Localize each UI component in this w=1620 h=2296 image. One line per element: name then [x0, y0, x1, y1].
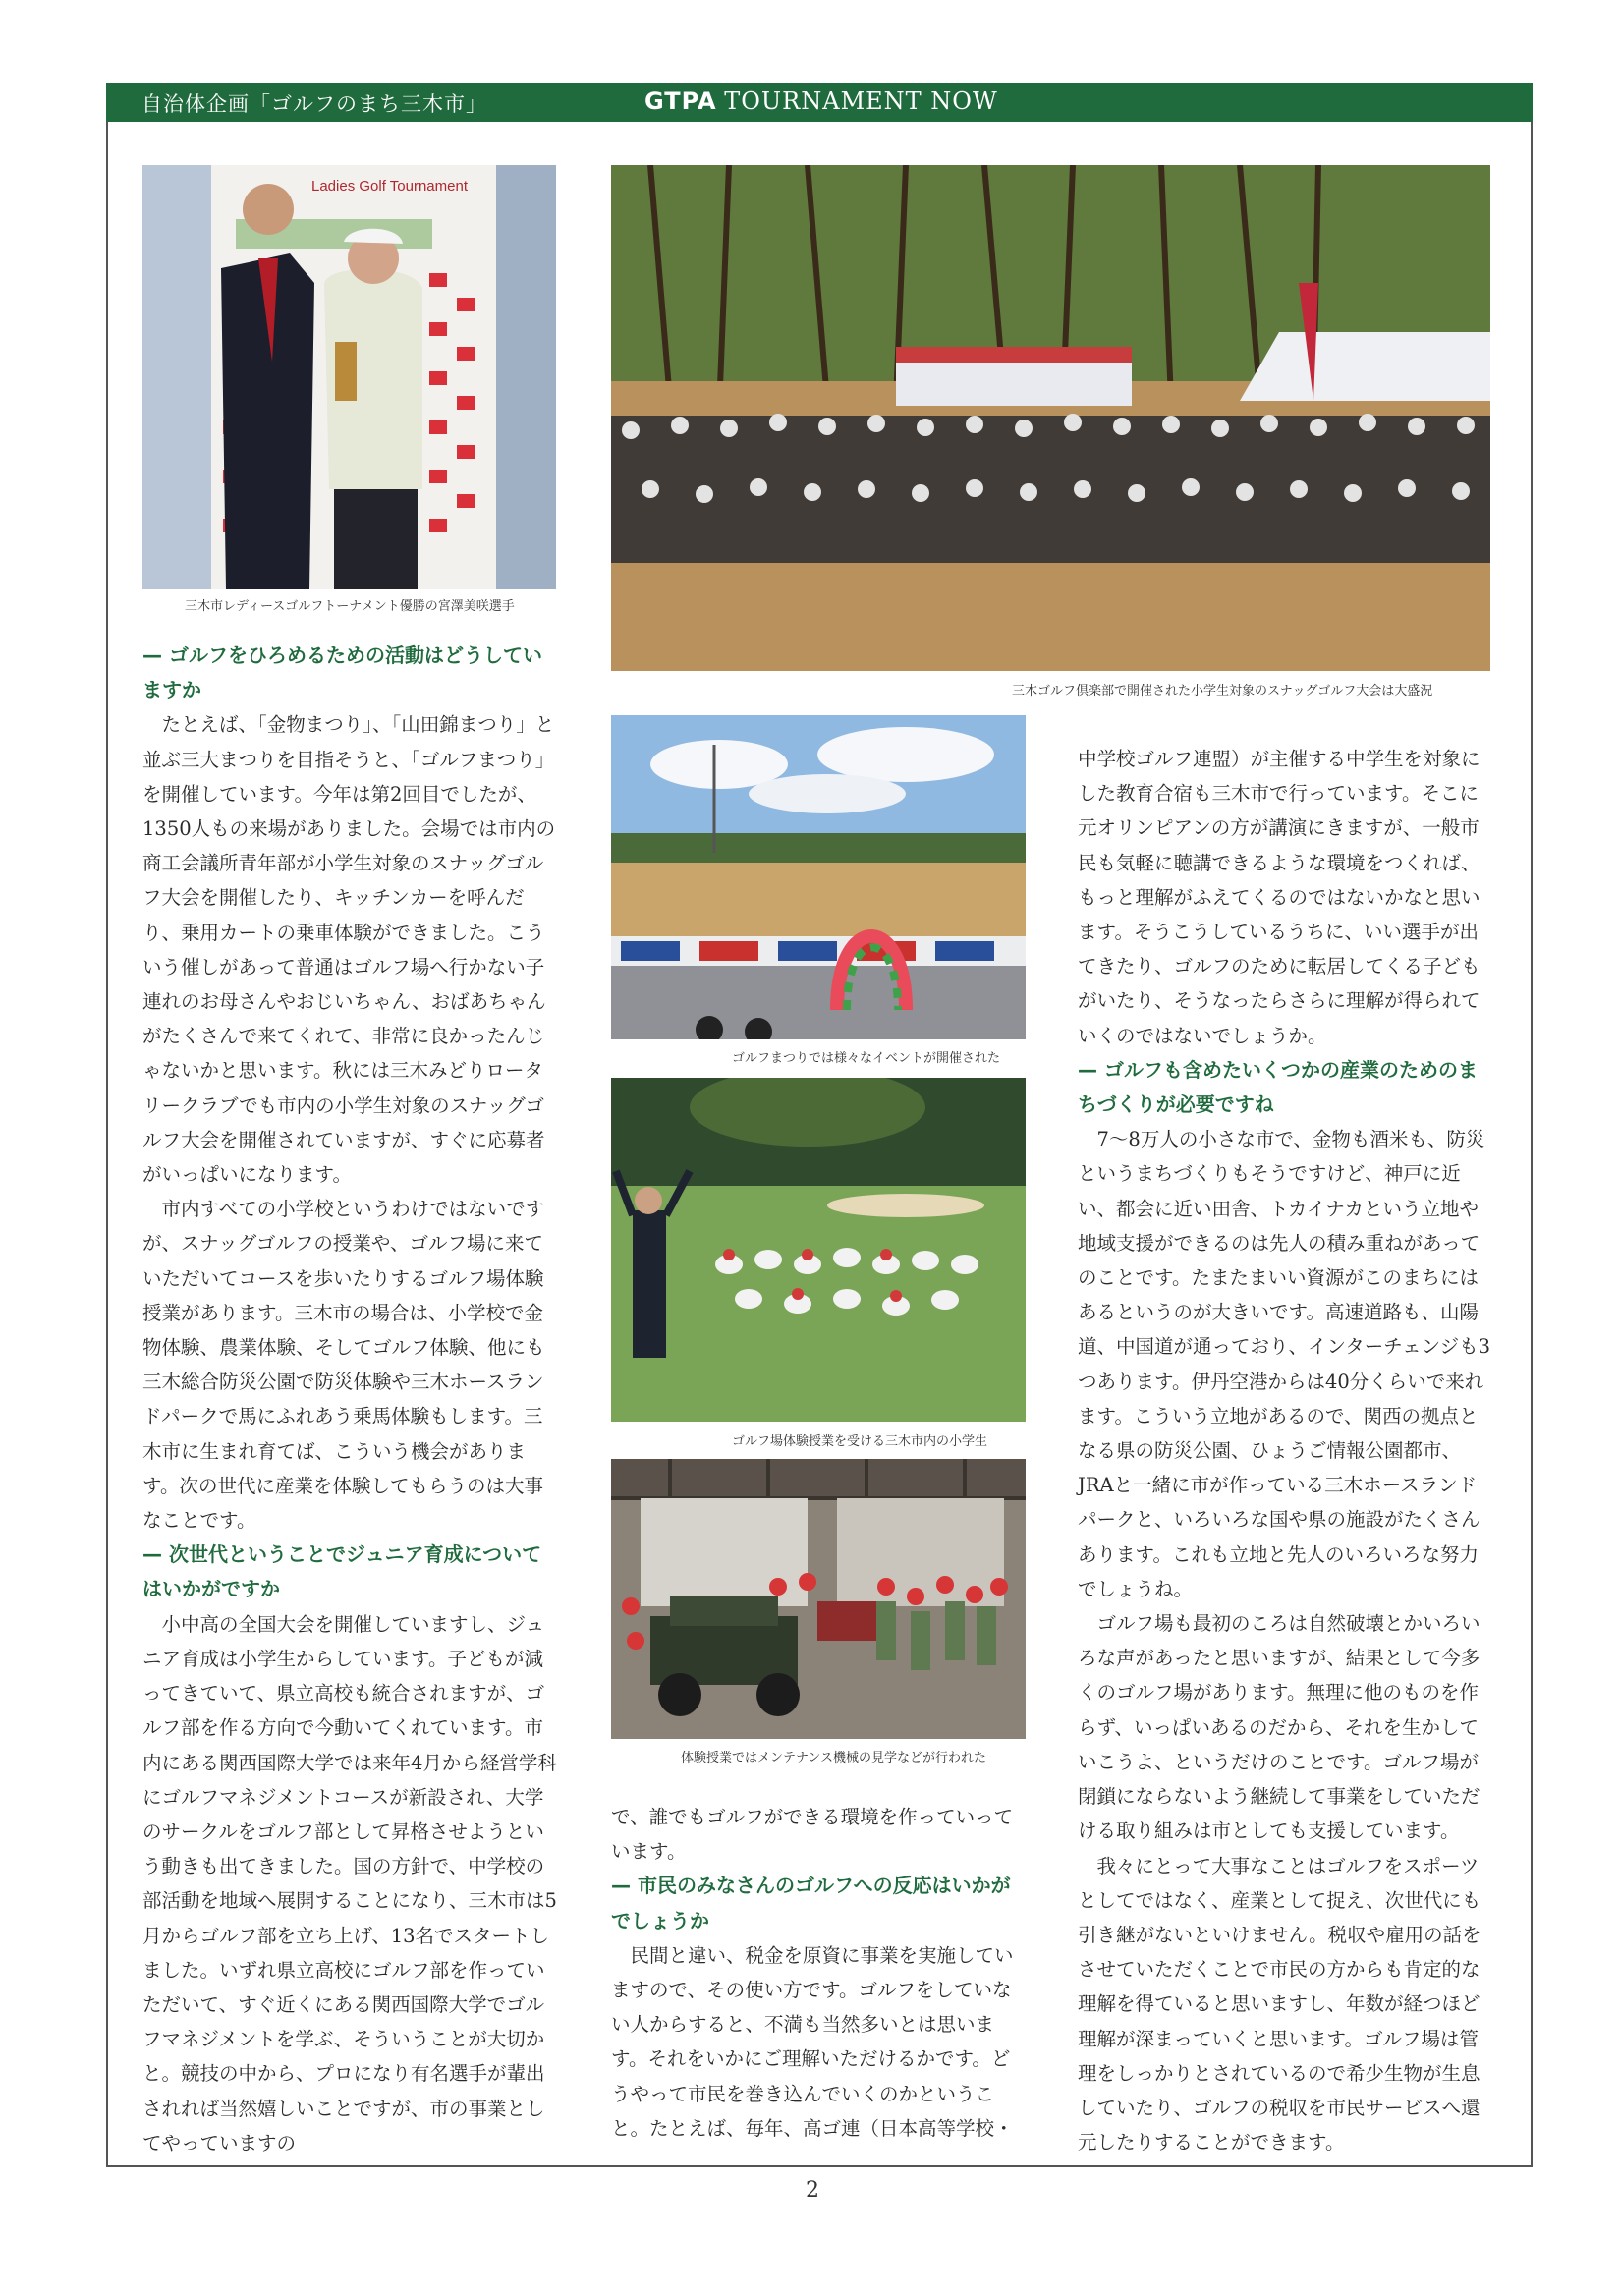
section-label: 自治体企画「ゴルフのまち三木市」 — [141, 92, 487, 116]
photo-golf-festival — [611, 715, 1026, 1039]
answer-paragraph: 中学校ゴルフ連盟）が主催する中学生を対象にした教育合宿も三木市で行っています。そこに元オリンピアンの方が講演にきますが、一般市民も気軽に聴講できるような環境をつくれば、もっと理解がふえてくるのではないかなと思います。そうこうしているうちに、いい選手が出てきたり、ゴルフのために転居してくる子どもがいたり、そうなったらさらに理解が得られていくのではないでしょうか。 — [1078, 748, 1480, 1047]
publication-name: TOURNAMENT NOW — [724, 87, 998, 115]
answer-paragraph: ゴルフ場も最初のころは自然破壊とかいろいろな声があったと思いますが、結果として今多くのゴルフ場があります。無理に他のものを作らず、いっぱいあるのだから、それを生かしていこうよ、というだけのことです。ゴルフ場が閉鎖にならないよう継続して事業をしていただける取り組みは市としても支援しています。 — [1078, 1612, 1480, 1843]
brand: GTPA — [644, 87, 717, 115]
answer-paragraph: 民間と違い、税金を原資に事業を実施していますので、その使い方です。ゴルフをしていない人からすると、不満も当然多いとは思います。それをいかにご理解いただけるかです。どうやって市民を巻き込んでいくのかということ。たとえば、毎年、高ゴ連（日本高等学校・ — [611, 1943, 1014, 2140]
answer-paragraph: 7〜8万人の小さな市で、金物も酒米も、防災というまちづくりもそうですけど、神戸に近い、都会に近い田舎、トカイナカという立地や地域支援ができるのは先人の積み重ねがあってのことです。たまたまいい資源がこのまちにはあるというのが大きいです。高速道路も、山陽道、中国道が通っており、インターチェンジも3つあります。伊丹空港からは40分くらいで来れます。こういう立地があるので、関西の拠点となる県の防災公園、ひょうご情報公園都市、JRAと一緒に市が作っている三木ホースランドパークと、いろいろな国や県の施設がたくさんあります。これも立地と先人のいろいろな努力でしょうね。 — [1078, 1128, 1491, 1600]
photo-caption: 体験授業ではメンテナンス機械の見学などが行われた — [681, 1751, 986, 1765]
article-column-3 — [1078, 742, 1495, 2159]
page-number: 2 — [806, 2178, 819, 2203]
answer-paragraph: 市内すべての小学校というわけではないですが、スナッグゴルフの授業や、ゴルフ場に来ていただいてコースを歩いたりするゴルフ場体験授業があります。三木市の場合は、小学校で金物体験、農業体験、そしてゴルフ体験、他にも三木総合防災公園で防災体験や三木ホースランドパークで馬にふれあう乗馬体験もします。三木市に生まれ育てば、こういう機会があります。次の世代に産業を体験してもらうのは大事なことです。 — [142, 1198, 545, 1533]
interview-question: — 市民のみなさんのゴルフへの反応はいかがでしょうか — [611, 1874, 1011, 1932]
photo-maintenance-tour — [611, 1459, 1026, 1739]
photo-caption: 三木市レディースゴルフトーナメント優勝の宮澤美咲選手 — [185, 599, 515, 614]
article-column-1 — [142, 639, 560, 2160]
publication-title — [644, 87, 998, 115]
interview-question: — 次世代ということでジュニア育成についてはいかがですか — [142, 1542, 542, 1601]
photo-snag-golf-group — [611, 165, 1490, 671]
photo-caption: ゴルフまつりでは様々なイベントが開催された — [732, 1051, 1001, 1066]
page-header — [106, 83, 1533, 122]
article-column-2 — [611, 1800, 1029, 2146]
interview-question: — ゴルフも含めたいくつかの産業のためのまちづくりが必要ですね — [1078, 1057, 1478, 1117]
banner-text: Ladies Golf Tournament — [311, 178, 468, 195]
photo-trophy-presentation — [142, 165, 556, 589]
interview-question: — ゴルフをひろめるための活動はどうしていますか — [142, 644, 542, 702]
photo-caption: 三木ゴルフ倶楽部で開催された小学生対象のスナッグゴルフ大会は大盛況 — [1012, 684, 1433, 699]
answer-paragraph: 我々にとって大事なことはゴルフをスポーツとしてではなく、産業として捉え、次世代にも引き継がないといけません。税収や雇用の話をさせていただくことで市民の方からも肯定的な理解を得ていると思いますし、年数が経つほど理解が深まっていくと思います。ゴルフ場は管理をしっかりとされているので希少生物が生息していたり、ゴルフの税収を市民サービスへ還元したりすることができます。 — [1078, 1854, 1481, 2155]
photo-golf-course-lesson — [611, 1078, 1026, 1422]
photo-caption: ゴルフ場体験授業を受ける三木市内の小学生 — [732, 1434, 988, 1449]
answer-paragraph: たとえば、「金物まつり」、「山田錦まつり」と並ぶ三大まつりを目指そうと、「ゴルフまつり」を開催しています。今年は第2回目でしたが、1350人もの来場がありました。会場では市内の商工会議所青年部が小学生対象のスナッグゴルフ大会を開催したり、キッチンカーを呼んだり、乗用カートの乗車体験ができました。こういう催しがあって普通はゴルフ場へ行かない子連れのお母さんやおじいちゃん、おばあちゃんがたくさんで来てくれて、非常に良かったんじゃないかと思います。秋には三木みどりロータリークラブでも市内の小学生対象のスナッグゴルフ大会を開催されていますが、すぐに応募者がいっぱいになります。 — [142, 713, 556, 1187]
answer-paragraph: で、誰でもゴルフができる環境を作っていっています。 — [611, 1806, 1014, 1864]
answer-paragraph: 小中高の全国大会を開催していますし、ジュニア育成は小学生からしています。子どもが減ってきていて、県立高校も統合されますが、ゴルフ部を作る方向で今動いてくれています。市内にある関西国際大学では来年4月から経営学科にゴルフマネジメントコースが新設され、大学のサークルをゴルフ部として昇格させようという動きも出てきました。国の方針で、中学校の部活動を地域へ展開することになり、三木市は5月からゴルフ部を立ち上げ、13名でスタートしました。いずれ県立高校にゴルフ部を作っていただいて、すぐ近くにある関西国際大学でゴルフマネジメントを学ぶ、そういうことが大切かと。競技の中から、プロになり有名選手が輩出されれば当然嬉しいことですが、市の事業としてやっていますの — [142, 1612, 557, 2155]
